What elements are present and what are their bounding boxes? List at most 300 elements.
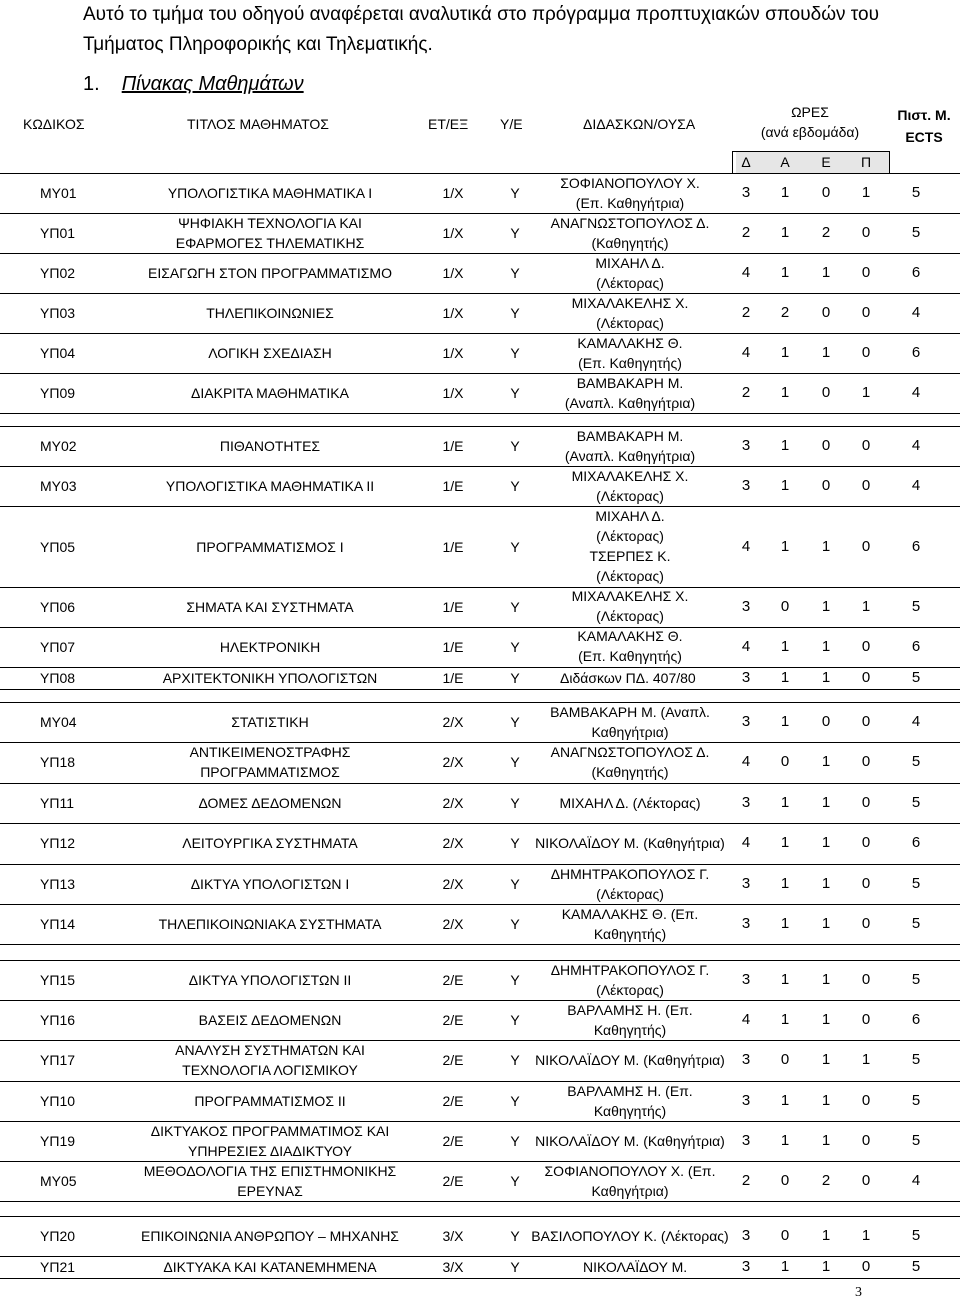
course-ects: 5: [911, 1092, 921, 1109]
hours-d: 4: [741, 538, 751, 555]
hours-d: 3: [741, 1258, 751, 1275]
course-semester: 2/Ε: [442, 1093, 464, 1109]
course-semester: 1/Χ: [442, 345, 464, 361]
header-hours: [740, 102, 880, 142]
course-code: ΜΥ01: [40, 185, 77, 201]
table-rule: [0, 333, 960, 334]
hours-p: 0: [861, 224, 871, 241]
hours-d: 2: [741, 384, 751, 401]
instructor-line: (Λέκτορας): [596, 315, 664, 331]
course-code: ΥΠ03: [40, 305, 76, 321]
hours-d: 4: [741, 344, 751, 361]
course-ects: 5: [911, 1051, 921, 1068]
table-row: [0, 1161, 960, 1201]
course-code: ΥΠ19: [40, 1133, 76, 1149]
course-title: ΔΙΚΤΥΑΚΑ ΚΑΙ ΚΑΤΑΝΕΜΗΜΕΝΑ: [163, 1259, 377, 1275]
table-rule: [0, 1216, 960, 1217]
instructor-line: ΜΙΧΑΛΑΚΕΛΗΣ Χ.: [571, 468, 689, 484]
header-a: Α: [780, 154, 790, 170]
hours-e: 0: [821, 384, 831, 401]
course-type: Υ: [510, 972, 520, 988]
instructor-line: (Επ. Καθηγητής): [578, 648, 682, 664]
instructor-line: (Λέκτορας): [596, 528, 664, 544]
header-instructor: ΔΙΔΑΣΚΩΝ/ΟΥΣΑ: [583, 116, 696, 132]
hours-a: 1: [780, 1092, 790, 1109]
table-rule: [0, 426, 960, 427]
course-instructor: ΒΑΣΙΛΟΠΟΥΛΟΥ Κ. (Λέκτορας): [531, 1228, 729, 1244]
course-code: ΥΠ12: [40, 835, 76, 851]
course-semester: 1/Ε: [442, 599, 464, 615]
hours-p: 0: [861, 344, 871, 361]
course-ects: 5: [911, 598, 921, 615]
hours-e: 1: [821, 344, 831, 361]
instructor-line: ΜΙΧΑΗΛ Δ.: [595, 508, 665, 524]
hours-p: 1: [861, 384, 871, 401]
hours-a: 1: [780, 713, 790, 730]
course-title: ΠΡΟΓΡΑΜΜΑΤΙΣΜΟΣ ΙΙ: [194, 1093, 346, 1109]
course-title: ΣΗΜΑΤΑ ΚΑΙ ΣΥΣΤΗΜΑΤΑ: [186, 599, 354, 615]
hours-p: 0: [861, 1092, 871, 1109]
course-ects: 6: [911, 344, 921, 361]
course-instructor: ΔΗΜΗΤΡΑΚΟΠΟΥΛΟΣ Γ. (Λέκτορας): [550, 866, 710, 902]
course-semester: 1/Ε: [442, 539, 464, 555]
course-ects: 5: [911, 753, 921, 770]
table-rule: [0, 742, 960, 743]
course-type: Υ: [510, 795, 520, 811]
table-rule: [0, 587, 960, 588]
course-semester: 1/Χ: [442, 185, 464, 201]
hours-a: 1: [780, 1011, 790, 1028]
header-type: Υ/Ε: [500, 116, 523, 132]
course-semester: 1/Χ: [442, 265, 464, 281]
hours-e: 0: [821, 437, 831, 454]
instructor-line: ΒΑΜΒΑΚΑΡΗ Μ.: [576, 428, 684, 444]
table-rule: [0, 1000, 960, 1001]
table-row: [0, 864, 960, 904]
table-rule: [0, 1161, 960, 1162]
course-title: ΕΠΙΚΟΙΝΩΝΙΑ ΑΝΘΡΩΠΟΥ – ΜΗΧΑΝΗΣ: [141, 1228, 399, 1244]
course-title: ΔΙΚΤΥΑ ΥΠΟΛΟΓΙΣΤΩΝ ΙΙ: [188, 972, 352, 988]
course-instructor: ΒΑΡΛΑΜΗΣ Η. (Επ. Καθηγητής): [567, 1083, 693, 1119]
hours-p: 1: [861, 598, 871, 615]
hours-e: 1: [821, 1132, 831, 1149]
course-semester: 1/Χ: [442, 305, 464, 321]
hours-d: 3: [741, 669, 751, 686]
table-row: [0, 527, 960, 567]
hours-e: 1: [821, 669, 831, 686]
hours-d: 3: [741, 437, 751, 454]
instructor-line: (Επ. Καθηγητής): [578, 355, 682, 371]
course-semester: 3/Χ: [442, 1228, 464, 1244]
hours-e: 1: [821, 538, 831, 555]
table-row: [0, 1121, 960, 1161]
course-ects: 5: [911, 1227, 921, 1244]
instructor-line: (Λέκτορας): [596, 275, 664, 291]
instructor-line: (Καθηγητής): [591, 235, 669, 251]
header-semester: ΕΤ/ΕΞ: [428, 116, 469, 132]
course-ects: 4: [911, 384, 921, 401]
course-semester: 2/Ε: [442, 1133, 464, 1149]
instructor-line: (Λέκτορας): [596, 568, 664, 584]
course-instructor: ΝΙΚΟΛΑΪΔΟΥ Μ. (Καθηγήτρια): [535, 835, 725, 851]
course-ects: 6: [911, 538, 921, 555]
course-instructor: ΚΑΜΑΛΑΚΗΣ Θ. (Επ. Καθηγητής): [561, 906, 699, 942]
course-ects: 6: [911, 264, 921, 281]
table-row: [0, 1216, 960, 1256]
hours-e: 1: [821, 264, 831, 281]
hours-a: 0: [780, 1172, 790, 1189]
course-semester: 2/Χ: [442, 795, 464, 811]
rule-subheader-left: [732, 151, 733, 174]
hours-a: 1: [780, 1258, 790, 1275]
table-row: [0, 466, 960, 506]
hours-a: 1: [780, 915, 790, 932]
hours-p: 1: [861, 184, 871, 201]
table-row: [0, 742, 960, 782]
hours-p: 0: [861, 753, 871, 770]
course-title: ΒΑΣΕΙΣ ΔΕΔΟΜΕΝΩΝ: [198, 1012, 342, 1028]
course-title: ΨΗΦΙΑΚΗ ΤΕΧΝΟΛΟΓΙΑ ΚΑΙ ΕΦΑΡΜΟΓΕΣ ΤΗΛΕΜΑΤΙΚΗΣ: [175, 215, 365, 251]
instructor-line: ΜΙΧΑΛΑΚΕΛΗΣ Χ.: [571, 588, 689, 604]
intro-paragraph: Αυτό το τμήμα του οδηγού αναφέρεται αναλυτικά στο πρόγραμμα προπτυχιακών σπουδών του Τμήματος Πληροφορικής και Τηλεματικής.: [83, 4, 879, 55]
hours-a: 1: [780, 384, 790, 401]
course-ects: 5: [911, 875, 921, 892]
course-title: ΛΕΙΤΟΥΡΓΙΚΑ ΣΥΣΤΗΜΑΤΑ: [182, 835, 358, 851]
hours-d: 4: [741, 638, 751, 655]
instructor-line: ΒΑΜΒΑΚΑΡΗ Μ.: [576, 375, 684, 391]
course-type: Υ: [510, 670, 520, 686]
course-type: Υ: [510, 1052, 520, 1068]
hours-a: 1: [780, 437, 790, 454]
hours-d: 4: [741, 834, 751, 851]
table-row: [0, 213, 960, 253]
hours-d: 3: [741, 1092, 751, 1109]
instructor-line: (Αναπλ. Καθηγήτρια): [564, 448, 696, 464]
hours-e: 2: [821, 1172, 831, 1189]
course-title: ΠΡΟΓΡΑΜΜΑΤΙΣΜΟΣ Ι: [196, 539, 344, 555]
hours-a: 1: [780, 344, 790, 361]
course-title: ΔΙΑΚΡΙΤΑ ΜΑΘΗΜΑΤΙΚΑ: [191, 385, 349, 401]
hours-p: 0: [861, 437, 871, 454]
hours-e: 1: [821, 1258, 831, 1275]
header-e: Ε: [821, 154, 831, 170]
header-p: Π: [860, 154, 872, 170]
instructor-line: ΚΑΜΑΛΑΚΗΣ Θ.: [577, 628, 683, 644]
course-code: ΥΠ13: [40, 876, 76, 892]
hours-e: 1: [821, 915, 831, 932]
hours-a: 1: [780, 538, 790, 555]
course-code: ΥΠ18: [40, 754, 76, 770]
course-code: ΥΠ05: [40, 539, 76, 555]
hours-a: 0: [780, 1051, 790, 1068]
course-ects: 5: [911, 794, 921, 811]
course-code: ΥΠ06: [40, 599, 76, 615]
course-code: ΥΠ15: [40, 972, 76, 988]
table-rule: [0, 1081, 960, 1082]
course-code: ΥΠ20: [40, 1228, 76, 1244]
course-instructor: ΝΙΚΟΛΑΪΔΟΥ Μ. (Καθηγήτρια): [535, 1133, 725, 1149]
course-ects: 5: [911, 669, 921, 686]
instructor-line: ΑΝΑΓΝΩΣΤΟΠΟΥΛΟΣ Δ.: [550, 215, 710, 231]
course-type: Υ: [510, 876, 520, 892]
course-semester: 2/Χ: [442, 876, 464, 892]
course-type: Υ: [510, 1093, 520, 1109]
instructor-line: (Λέκτορας): [596, 608, 664, 624]
course-type: Υ: [510, 754, 520, 770]
hours-p: 0: [861, 304, 871, 321]
hours-d: 3: [741, 794, 751, 811]
course-code: ΥΠ04: [40, 345, 76, 361]
hours-p: 0: [861, 1172, 871, 1189]
course-semester: 2/Χ: [442, 916, 464, 932]
hours-d: 3: [741, 1051, 751, 1068]
header-title: ΤΙΤΛΟΣ ΜΑΘΗΜΑΤΟΣ: [187, 116, 329, 132]
table-row: [0, 1040, 960, 1080]
table-row: [0, 783, 960, 823]
course-code: ΥΠ17: [40, 1052, 76, 1068]
hours-a: 2: [780, 304, 790, 321]
course-type: Υ: [510, 1133, 520, 1149]
course-type: Υ: [510, 225, 520, 241]
course-title: ΥΠΟΛΟΓΙΣΤΙΚΑ ΜΑΘΗΜΑΤΙΚΑ Ι: [167, 185, 373, 201]
course-code: ΥΠ16: [40, 1012, 76, 1028]
course-type: Υ: [510, 478, 520, 494]
table-rule: [0, 960, 960, 961]
hours-e: 2: [821, 224, 831, 241]
table-rule: [0, 1256, 960, 1257]
course-code: ΥΠ21: [40, 1259, 76, 1275]
hours-a: 1: [780, 184, 790, 201]
instructor-line: ΜΙΧΑΛΑΚΕΛΗΣ Χ.: [571, 295, 689, 311]
hours-d: 4: [741, 1011, 751, 1028]
hours-e: 1: [821, 753, 831, 770]
header-code: ΚΩΔΙΚΟΣ: [23, 116, 85, 132]
table-rule: [0, 413, 960, 414]
table-rule: [0, 783, 960, 784]
hours-a: 1: [780, 477, 790, 494]
header-hours-label: ΩΡΕΣ: [791, 104, 829, 120]
hours-e: 1: [821, 834, 831, 851]
rule-subheader-right: [889, 151, 890, 174]
course-type: Υ: [510, 1012, 520, 1028]
course-ects: 5: [911, 1258, 921, 1275]
hours-e: 1: [821, 1227, 831, 1244]
table-row: [0, 333, 960, 373]
course-instructor: Διδάσκων ΠΔ. 407/80: [560, 670, 696, 686]
course-instructor: ΣΟΦΙΑΝΟΠΟΥΛΟΥ Χ. (Επ. Καθηγήτρια): [544, 1163, 716, 1199]
hours-p: 0: [861, 794, 871, 811]
course-title: ΜΕΘΟΔΟΛΟΓΙΑ ΤΗΣ ΕΠΙΣΤΗΜΟΝΙΚΗΣ ΕΡΕΥΝΑΣ: [143, 1163, 397, 1199]
table-rule: [0, 944, 960, 945]
course-ects: 5: [911, 915, 921, 932]
table-row: [0, 173, 960, 213]
hours-p: 0: [861, 834, 871, 851]
table-rule: [0, 702, 960, 703]
course-title: ΥΠΟΛΟΓΙΣΤΙΚΑ ΜΑΘΗΜΑΤΙΚΑ ΙΙ: [165, 478, 375, 494]
hours-a: 1: [780, 1132, 790, 1149]
course-ects: 4: [911, 1172, 921, 1189]
hours-a: 1: [780, 794, 790, 811]
course-ects: 5: [911, 1132, 921, 1149]
page-number: 3: [855, 1285, 862, 1300]
course-type: Υ: [510, 1228, 520, 1244]
hours-p: 0: [861, 1011, 871, 1028]
hours-d: 2: [741, 1172, 751, 1189]
course-type: Υ: [510, 185, 520, 201]
table-rule: [0, 823, 960, 824]
course-semester: 2/Ε: [442, 1173, 464, 1189]
table-rule: [0, 904, 960, 905]
course-type: Υ: [510, 1173, 520, 1189]
course-title: ΔΙΚΤΥΑΚΟΣ ΠΡΟΓΡΑΜΜΑΤΙΜΟΣ ΚΑΙ ΥΠΗΡΕΣΙΕΣ ΔΙΑΔΙΚΤΥΟΥ: [150, 1123, 390, 1159]
table-row: [0, 1256, 960, 1278]
table-row: [0, 587, 960, 627]
course-type: Υ: [510, 345, 520, 361]
course-title: ΕΙΣΑΓΩΓΗ ΣΤΟΝ ΠΡΟΓΡΑΜΜΑΤΙΣΜΟ: [148, 265, 392, 281]
hours-e: 1: [821, 1051, 831, 1068]
table-rule: [0, 627, 960, 628]
hours-p: 0: [861, 713, 871, 730]
course-ects: 5: [911, 971, 921, 988]
hours-a: 1: [780, 971, 790, 988]
hours-a: 0: [780, 1227, 790, 1244]
course-code: ΥΠ14: [40, 916, 76, 932]
hours-d: 2: [741, 224, 751, 241]
hours-d: 3: [741, 184, 751, 201]
course-semester: 3/Χ: [442, 1259, 464, 1275]
course-code: ΥΠ10: [40, 1093, 76, 1109]
hours-e: 1: [821, 794, 831, 811]
hours-a: 1: [780, 669, 790, 686]
course-title: ΔΟΜΕΣ ΔΕΔΟΜΕΝΩΝ: [198, 795, 342, 811]
hours-a: 1: [780, 834, 790, 851]
course-type: Υ: [510, 639, 520, 655]
instructor-line: ΜΙΧΑΗΛ Δ.: [595, 255, 665, 271]
course-instructor: ΝΙΚΟΛΑΪΔΟΥ Μ.: [583, 1259, 688, 1275]
course-instructor: ΒΑΜΒΑΚΑΡΗ Μ. (Αναπλ. Καθηγήτρια): [550, 704, 710, 740]
hours-e: 1: [821, 638, 831, 655]
course-ects: 5: [911, 184, 921, 201]
hours-e: 0: [821, 713, 831, 730]
hours-p: 0: [861, 915, 871, 932]
hours-d: 2: [741, 304, 751, 321]
section-number: 1.: [83, 73, 100, 95]
course-code: ΥΠ08: [40, 670, 76, 686]
hours-d: 3: [741, 477, 751, 494]
hours-d: 3: [741, 971, 751, 988]
course-ects: 6: [911, 834, 921, 851]
table-rule: [0, 466, 960, 467]
course-type: Υ: [510, 438, 520, 454]
table-row: [0, 904, 960, 944]
table-row: [0, 823, 960, 863]
hours-a: 1: [780, 264, 790, 281]
hours-d: 4: [741, 753, 751, 770]
header-d: Δ: [741, 154, 751, 170]
course-semester: 1/Χ: [442, 225, 464, 241]
course-instructor: ΝΙΚΟΛΑΪΔΟΥ Μ. (Καθηγήτρια): [535, 1052, 725, 1068]
header-hours-sub: (ανά εβδομάδα): [760, 124, 860, 140]
header-ects-line2: ECTS: [905, 129, 943, 145]
table-row: [0, 373, 960, 413]
hours-e: 1: [821, 971, 831, 988]
table-row: [0, 627, 960, 667]
table-row: [0, 702, 960, 742]
instructor-line: (Αναπλ. Καθηγήτρια): [564, 395, 696, 411]
course-ects: 5: [911, 224, 921, 241]
course-title: ΣΤΑΤΙΣΤΙΚΗ: [231, 714, 309, 730]
course-code: ΜΥ02: [40, 438, 77, 454]
table-rule: [0, 1201, 960, 1202]
table-rule: [0, 253, 960, 254]
course-ects: 4: [911, 437, 921, 454]
instructor-line: ΤΣΕΡΠΕΣ Κ.: [589, 548, 671, 564]
course-code: ΥΠ07: [40, 639, 76, 655]
table-row: [0, 253, 960, 293]
course-type: Υ: [510, 265, 520, 281]
hours-e: 1: [821, 598, 831, 615]
hours-a: 0: [780, 598, 790, 615]
table-rule: [0, 689, 960, 690]
table-rule: [0, 173, 960, 174]
hours-a: 1: [780, 224, 790, 241]
course-semester: 1/Ε: [442, 670, 464, 686]
hours-d: 3: [741, 598, 751, 615]
table-rule: [0, 1278, 960, 1279]
hours-e: 1: [821, 1092, 831, 1109]
hours-p: 1: [861, 1227, 871, 1244]
hours-e: 1: [821, 875, 831, 892]
course-code: ΜΥ04: [40, 714, 77, 730]
course-type: Υ: [510, 599, 520, 615]
hours-a: 1: [780, 875, 790, 892]
course-type: Υ: [510, 916, 520, 932]
course-type: Υ: [510, 539, 520, 555]
table-row: [0, 667, 960, 689]
hours-p: 0: [861, 477, 871, 494]
table-rule: [0, 1121, 960, 1122]
course-code: ΥΠ09: [40, 385, 76, 401]
instructor-line: (Λέκτορας): [596, 488, 664, 504]
course-title: ΠΙΘΑΝΟΤΗΤΕΣ: [219, 438, 321, 454]
table-rule: [0, 213, 960, 214]
hours-p: 0: [861, 264, 871, 281]
course-type: Υ: [510, 385, 520, 401]
course-type: Υ: [510, 1259, 520, 1275]
hours-p: 0: [861, 538, 871, 555]
hours-d: 3: [741, 875, 751, 892]
course-semester: 2/Χ: [442, 835, 464, 851]
course-instructor: ΒΑΡΛΑΜΗΣ Η. (Επ. Καθηγητής): [567, 1002, 693, 1038]
course-semester: 2/Ε: [442, 1052, 464, 1068]
course-semester: 1/Ε: [442, 478, 464, 494]
course-semester: 2/Ε: [442, 1012, 464, 1028]
course-ects: 4: [911, 304, 921, 321]
hours-p: 0: [861, 638, 871, 655]
hours-a: 0: [780, 753, 790, 770]
course-instructor: ΜΙΧΑΗΛ Δ. (Λέκτορας): [559, 795, 701, 811]
instructor-line: ΣΟΦΙΑΝΟΠΟΥΛΟΥ Χ.: [560, 175, 700, 191]
course-ects: 4: [911, 477, 921, 494]
table-rule: [0, 864, 960, 865]
table-rule: [0, 373, 960, 374]
table-row: [0, 293, 960, 333]
course-title: ΑΝΑΛΥΣΗ ΣΥΣΤΗΜΑΤΩΝ ΚΑΙ ΤΕΧΝΟΛΟΓΙΑ ΛΟΓΙΣΜΙΚΟΥ: [175, 1042, 365, 1078]
hours-d: 3: [741, 713, 751, 730]
course-title: ΑΡΧΙΤΕΚΤΟΝΙΚΗ ΥΠΟΛΟΓΙΣΤΩΝ: [162, 670, 378, 686]
hours-p: 0: [861, 669, 871, 686]
hours-a: 1: [780, 638, 790, 655]
